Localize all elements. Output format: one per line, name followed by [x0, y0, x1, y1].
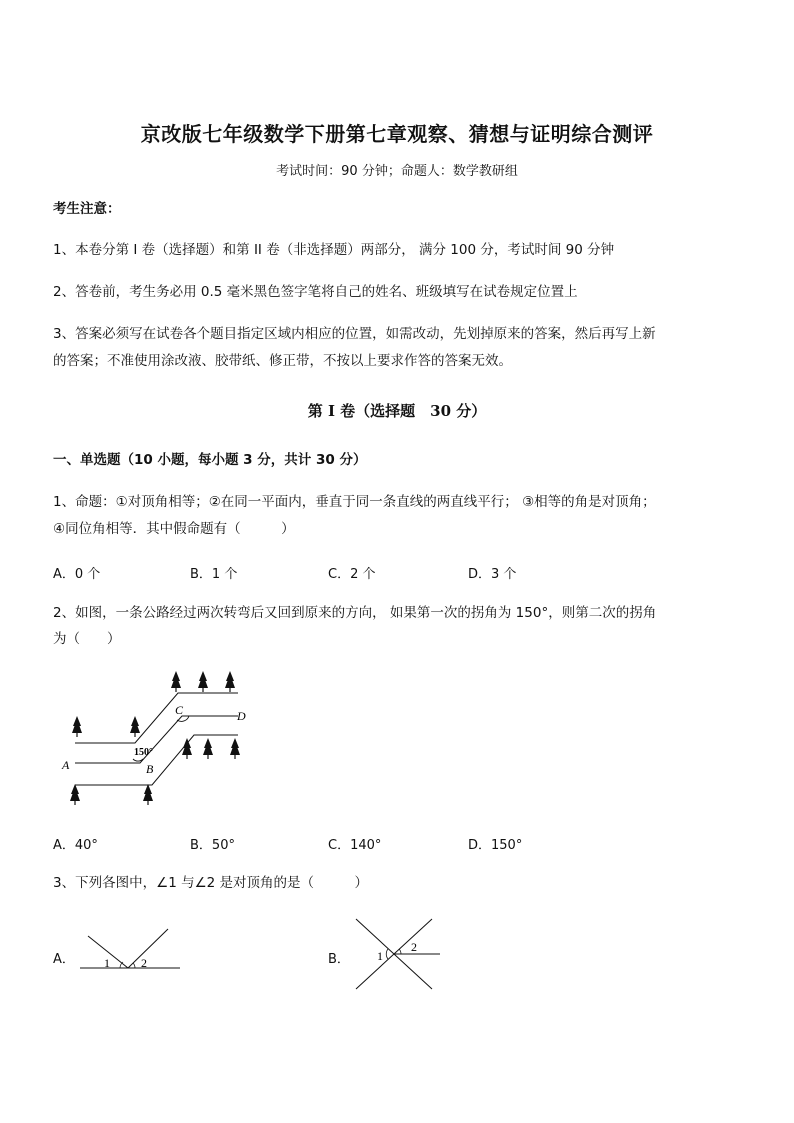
figure-option-b: [352, 915, 447, 995]
question-3-stem: 3、下列各图中，∠1 与∠2 是对顶角的是（ ）: [53, 875, 369, 891]
tree-icon: [198, 671, 208, 692]
question-2-option-b[interactable]: B．50°: [190, 838, 235, 853]
question-1-stem: 1、命题：①对顶角相等；②在同一平面内，垂直于同一条直线的两直线平行； ③相等的角是对顶角；: [53, 494, 656, 510]
question-1-option-c[interactable]: C．2 个: [328, 567, 376, 582]
notice-item: 的答案；不准使用涂改液、胶带纸、修正带，不按以上要求作答的答案无效。: [53, 353, 512, 369]
label-d: D: [237, 709, 246, 723]
question-1-option-d[interactable]: D．3 个: [468, 567, 517, 582]
section-title: 第 I 卷（选择题 30 分）: [307, 402, 487, 420]
angle-1-label: 1: [377, 949, 383, 963]
tree-icon: [182, 738, 192, 759]
tree-icon: [225, 671, 235, 692]
figure-option-a: [80, 925, 185, 975]
angle-label: 150°: [134, 747, 153, 758]
question-2-option-a[interactable]: A．40°: [53, 838, 98, 853]
notice-item: 1、本卷分第 I 卷（选择题）和第 II 卷（非选择题）两部分， 满分 100 分，考试时间 90 分钟: [53, 242, 615, 258]
notice-item: 2、答卷前，考生务必用 0.5 毫米黑色签字笔将自己的姓名、班级填写在试卷规定位置上: [53, 284, 578, 300]
label-c: C: [175, 703, 184, 717]
question-2-option-d[interactable]: D．150°: [468, 838, 523, 853]
angle-1-label: 1: [104, 956, 110, 970]
tree-icon: [203, 738, 213, 759]
question-3-option-a[interactable]: A．: [53, 952, 75, 967]
angle-2-label: 2: [141, 956, 147, 970]
question-2-stem: 为（ ）: [53, 631, 121, 647]
notice-heading: 考生注意：: [53, 201, 121, 217]
question-1-stem: ④同位角相等．其中假命题有（ ）: [53, 521, 295, 537]
page-subtitle: 考试时间：90 分钟；命题人：数学教研组: [276, 164, 518, 179]
label-b: B: [146, 762, 154, 776]
part-heading: 一、单选题（10 小题，每小题 3 分，共计 30 分）: [53, 452, 367, 468]
question-2-option-c[interactable]: C．140°: [328, 838, 382, 853]
tree-icon: [143, 784, 153, 805]
angle-2-label: 2: [411, 940, 417, 954]
road-figure: [55, 665, 270, 815]
road-center: [75, 716, 238, 763]
tree-icon: [130, 716, 140, 737]
question-1-option-b[interactable]: B．1 个: [190, 567, 238, 582]
tree-icon: [72, 716, 82, 737]
question-1-option-a[interactable]: A．0 个: [53, 567, 101, 582]
page-title: 京改版七年级数学下册第七章观察、猜想与证明综合测评: [140, 122, 654, 146]
question-2-stem: 2、如图，一条公路经过两次转弯后又回到原来的方向， 如果第一次的拐角为 150°，则第二次的拐角: [53, 605, 657, 621]
tree-icon: [70, 784, 80, 805]
label-a: A: [62, 758, 70, 772]
tree-icon: [230, 738, 240, 759]
notice-item: 3、答案必须写在试卷各个题目指定区域内相应的位置，如需改动，先划掉原来的答案，然后再写上新: [53, 326, 656, 342]
question-3-option-b[interactable]: B．: [328, 952, 350, 967]
tree-icon: [171, 671, 181, 692]
